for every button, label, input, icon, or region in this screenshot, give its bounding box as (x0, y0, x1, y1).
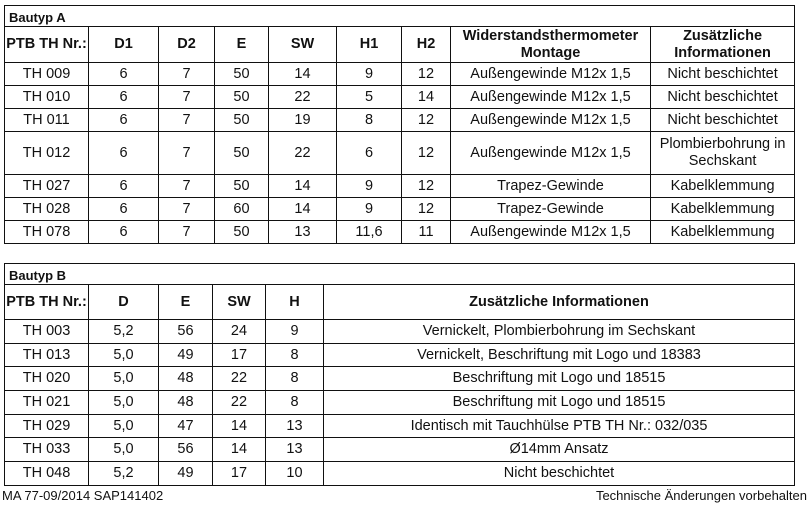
table-cell: 12 (402, 198, 451, 221)
table-cell: 5,0 (89, 438, 159, 462)
table-row (5, 367, 795, 391)
table-cell: 14 (269, 198, 337, 221)
table-cell: 5,2 (89, 320, 159, 344)
table-cell: Beschriftung mit Logo und 18515 (324, 391, 795, 415)
table-cell: TH 029 (5, 415, 89, 438)
col-header: D2 (159, 27, 215, 63)
table-cell: Außengewinde M12x 1,5 (451, 221, 651, 244)
table-cell: TH 012 (5, 132, 89, 175)
table-cell: 19 (269, 109, 337, 132)
table-cell: TH 003 (5, 320, 89, 344)
table-row (5, 132, 795, 175)
table-cell: 8 (266, 344, 324, 367)
table-row (5, 415, 795, 438)
col-header: H1 (337, 27, 402, 63)
col-header: SW (213, 285, 266, 320)
table-cell: 50 (215, 221, 269, 244)
table-cell: 8 (337, 109, 402, 132)
col-header: H (266, 285, 324, 320)
table-cell: 6 (89, 198, 159, 221)
table-cell: Außengewinde M12x 1,5 (451, 109, 651, 132)
table-caption: Bautyp B (5, 264, 795, 285)
table-cell: 22 (269, 86, 337, 109)
table-cell: 12 (402, 132, 451, 175)
table-cell: 14 (213, 415, 266, 438)
table-cell: 22 (269, 132, 337, 175)
table-cell: 12 (402, 175, 451, 198)
table-cell: 5,0 (89, 391, 159, 415)
table-cell: Vernickelt, Plombierbohrung im Sechskant (324, 320, 795, 344)
table-cell: 6 (337, 132, 402, 175)
table-cell: 14 (269, 175, 337, 198)
table-cell: 17 (213, 462, 266, 486)
table-cell: Außengewinde M12x 1,5 (451, 132, 651, 175)
table-cell: Vernickelt, Beschriftung mit Logo und 18383 (324, 344, 795, 367)
table-cell: Trapez-Gewinde (451, 175, 651, 198)
table-cell: Kabelklemmung (651, 175, 795, 198)
col-header: D (89, 285, 159, 320)
table-cell: 48 (159, 391, 213, 415)
document-id: MA 77-09/2014 SAP141402 (2, 488, 164, 503)
table-cell: 14 (213, 438, 266, 462)
table-cell: 56 (159, 438, 213, 462)
table-cell: 7 (159, 221, 215, 244)
table-row (5, 109, 795, 132)
table-cell: 47 (159, 415, 213, 438)
table-cell: 9 (337, 198, 402, 221)
table-cell: 10 (266, 462, 324, 486)
table-cell: 6 (89, 63, 159, 86)
table-cell: 24 (213, 320, 266, 344)
table-cell: 5,2 (89, 462, 159, 486)
table-cell: 9 (337, 63, 402, 86)
table-cell: 13 (269, 221, 337, 244)
col-header: H2 (402, 27, 451, 63)
table-cell: 22 (213, 391, 266, 415)
table-cell: 6 (89, 109, 159, 132)
table-cell: 5,0 (89, 415, 159, 438)
table-cell: 50 (215, 63, 269, 86)
table-cell: 13 (266, 438, 324, 462)
table-cell: 9 (337, 175, 402, 198)
table-cell: 49 (159, 462, 213, 486)
table-cell: Ø14mm Ansatz (324, 438, 795, 462)
table-cell: 6 (89, 132, 159, 175)
table-row (5, 462, 795, 486)
table-cell: 9 (266, 320, 324, 344)
table-cell: 8 (266, 367, 324, 391)
table-cell: Nicht beschichtet (651, 109, 795, 132)
col-header: E (159, 285, 213, 320)
table-cell: Nicht beschichtet (324, 462, 795, 486)
table-cell: TH 021 (5, 391, 89, 415)
table-cell: TH 010 (5, 86, 89, 109)
table-cell: 7 (159, 198, 215, 221)
col-header: Zusätzliche Informationen (324, 285, 795, 320)
table-cell: 60 (215, 198, 269, 221)
table-cell: TH 078 (5, 221, 89, 244)
table-cell: Beschriftung mit Logo und 18515 (324, 367, 795, 391)
header-row (5, 285, 795, 320)
table-cell: 6 (89, 221, 159, 244)
table-cell: 5 (337, 86, 402, 109)
table-cell: 7 (159, 86, 215, 109)
table-cell: 14 (269, 63, 337, 86)
table-cell: 56 (159, 320, 213, 344)
col-header: PTB TH Nr.: (5, 285, 89, 320)
table-cell: 12 (402, 109, 451, 132)
table-cell: 13 (266, 415, 324, 438)
table-cell: TH 028 (5, 198, 89, 221)
table-cell: 49 (159, 344, 213, 367)
table-row (5, 391, 795, 415)
col-header: Widerstandsthermometer Montage (451, 27, 651, 63)
col-header: E (215, 27, 269, 63)
table-row (5, 320, 795, 344)
table-cell: 11 (402, 221, 451, 244)
table-cell: Außengewinde M12x 1,5 (451, 86, 651, 109)
table-cell: 7 (159, 109, 215, 132)
table-cell: Trapez-Gewinde (451, 198, 651, 221)
disclaimer: Technische Änderungen vorbehalten (595, 488, 807, 503)
table-cell: 17 (213, 344, 266, 367)
table-cell: 11,6 (337, 221, 402, 244)
table-cell: Nicht beschichtet (651, 86, 795, 109)
col-header: PTB TH Nr.: (5, 27, 89, 63)
table-cell: 14 (402, 86, 451, 109)
table-cell: Plombierbohrung in Sechskant (651, 132, 795, 175)
table-cell: TH 009 (5, 63, 89, 86)
table-row (5, 344, 795, 367)
table-cell: 7 (159, 63, 215, 86)
table-cell: TH 033 (5, 438, 89, 462)
col-header: SW (269, 27, 337, 63)
table-row (5, 63, 795, 86)
table-cell: Kabelklemmung (651, 221, 795, 244)
col-header: D1 (89, 27, 159, 63)
table-cell: Nicht beschichtet (651, 63, 795, 86)
table-cell: TH 027 (5, 175, 89, 198)
table-cell: 50 (215, 109, 269, 132)
table-cell: TH 048 (5, 462, 89, 486)
table-row (5, 198, 795, 221)
table-cell: TH 020 (5, 367, 89, 391)
col-header: Zusätzliche Informationen (651, 27, 795, 63)
table-bautyp-b (4, 263, 795, 486)
table-row (5, 175, 795, 198)
table-row (5, 438, 795, 462)
table-cell: 5,0 (89, 367, 159, 391)
table-cell: Identisch mit Tauchhülse PTB TH Nr.: 032/035 (324, 415, 795, 438)
table-cell: 12 (402, 63, 451, 86)
table-cell: Kabelklemmung (651, 198, 795, 221)
table-cell: 48 (159, 367, 213, 391)
table-row (5, 221, 795, 244)
table-cell: 50 (215, 86, 269, 109)
table-cell: 50 (215, 132, 269, 175)
table-cell: 7 (159, 132, 215, 175)
table-cell: 22 (213, 367, 266, 391)
table-cell: TH 013 (5, 344, 89, 367)
table-cell: TH 011 (5, 109, 89, 132)
table-caption: Bautyp A (5, 6, 795, 27)
header-row (5, 27, 795, 63)
table-row (5, 86, 795, 109)
table-cell: 7 (159, 175, 215, 198)
table-bautyp-a (4, 5, 795, 244)
table-cell: 8 (266, 391, 324, 415)
table-cell: 5,0 (89, 344, 159, 367)
table-cell: 6 (89, 86, 159, 109)
table-cell: Außengewinde M12x 1,5 (451, 63, 651, 86)
table-cell: 6 (89, 175, 159, 198)
table-cell: 50 (215, 175, 269, 198)
